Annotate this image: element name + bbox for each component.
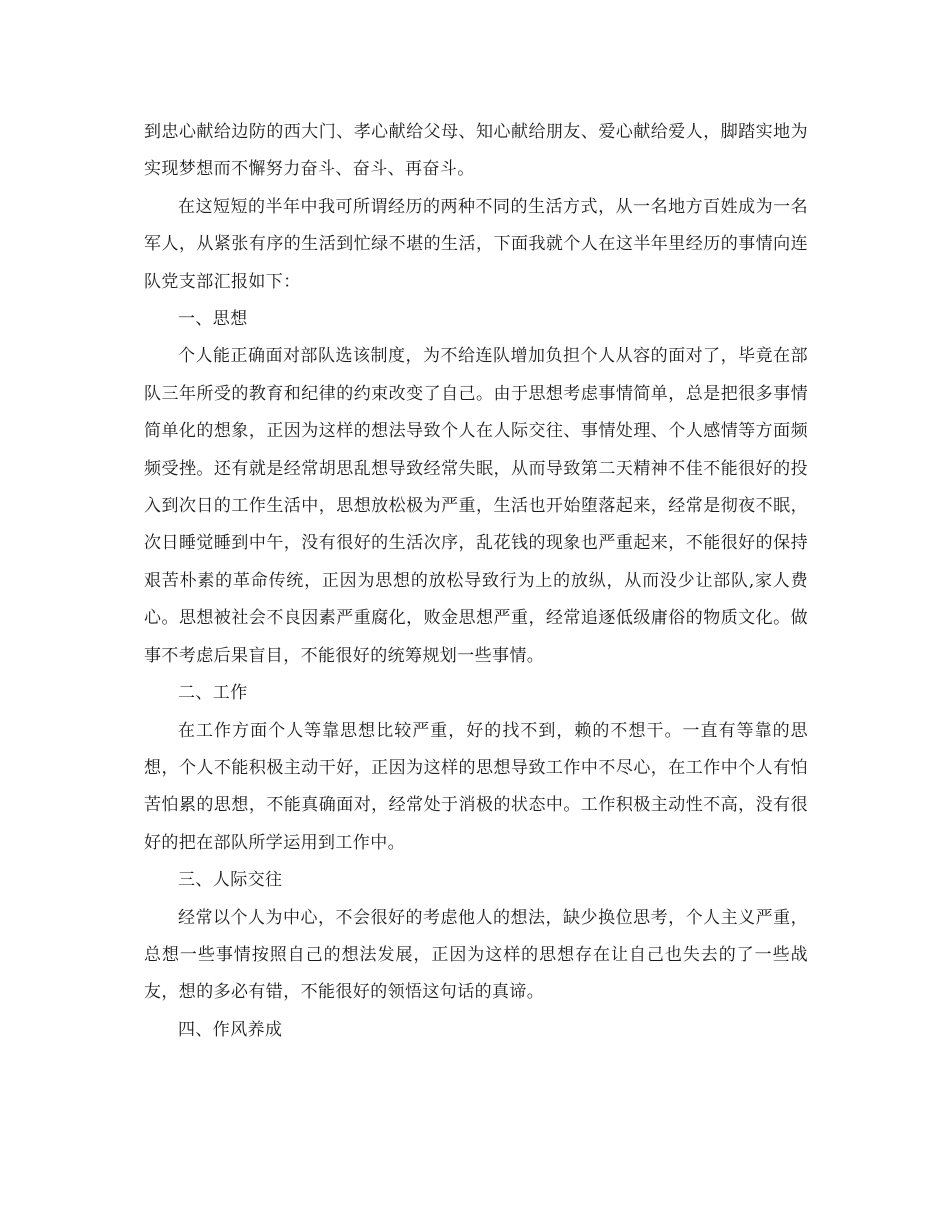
document-body	[144, 114, 808, 1049]
paragraph-continuation: 到忠心献给边防的西大门、孝心献给父母、知心献给朋友、爱心献给爱人，脚踏实地为实现梦想而不懈努力奋斗、奋斗、再奋斗。	[144, 122, 808, 180]
paragraph-thought: 个人能正确面对部队选该制度，为不给连队增加负担个人从容的面对了，毕竟在部队三年所受的教育和纪律的约束改变了自己。由于思想考虑事情简单，总是把很多事情简单化的想象，正因为这样的想法导致个人在人际交往、事情处理、个人感情等方面频频受挫。还有就是经常胡思乱想导致经常失眠，从而导致第二天精神不佳不能很好的投入到次日的工作生活中，思想放松极为严重，生活也开始堕落起来，经常是彻夜不眠，次日睡觉睡到中午，没有很好的生活次序，乱花钱的现象也严重起来，不能很好的保持艰苦朴素的革命传统，正因为思想的放松导致行为上的放纵，从而没少让部队,家人费心。思想被社会不良因素严重腐化，败金思想严重，经常追逐低级庸俗的物质文化。做事不考虑后果盲目，不能很好的统筹规划一些事情。	[144, 346, 808, 666]
paragraph-intro: 在这短短的半年中我可所谓经历的两种不同的生活方式，从一名地方百姓成为一名军人，从紧张有序的生活到忙绿不堪的生活，下面我就个人在这半年里经历的事情向连队党支部汇报如下：	[144, 196, 808, 292]
section-heading-style: 四、作风养成	[178, 1019, 283, 1040]
paragraph-relations: 经常以个人为中心，不会很好的考虑他人的想法，缺少换位思考，个人主义严重，总想一些事情按照自己的想法发展，正因为这样的思想存在让自己也失去的了一些战友，想的多必有错，不能很好的领悟这句话的真谛。	[144, 907, 808, 1003]
section-heading-relations: 三、人际交往	[178, 870, 283, 891]
section-heading-work: 二、工作	[178, 683, 248, 704]
section-heading-thought: 一、思想	[178, 309, 248, 330]
paragraph-work: 在工作方面个人等靠思想比较严重，好的找不到，赖的不想干。一直有等靠的思想，个人不能积极主动干好，正因为这样的思想导致工作中不尽心，在工作中个人有怕苦怕累的思想，不能真确面对，经常处于消极的状态中。工作积极主动性不高，没有很好的把在部队所学运用到工作中。	[144, 720, 808, 853]
